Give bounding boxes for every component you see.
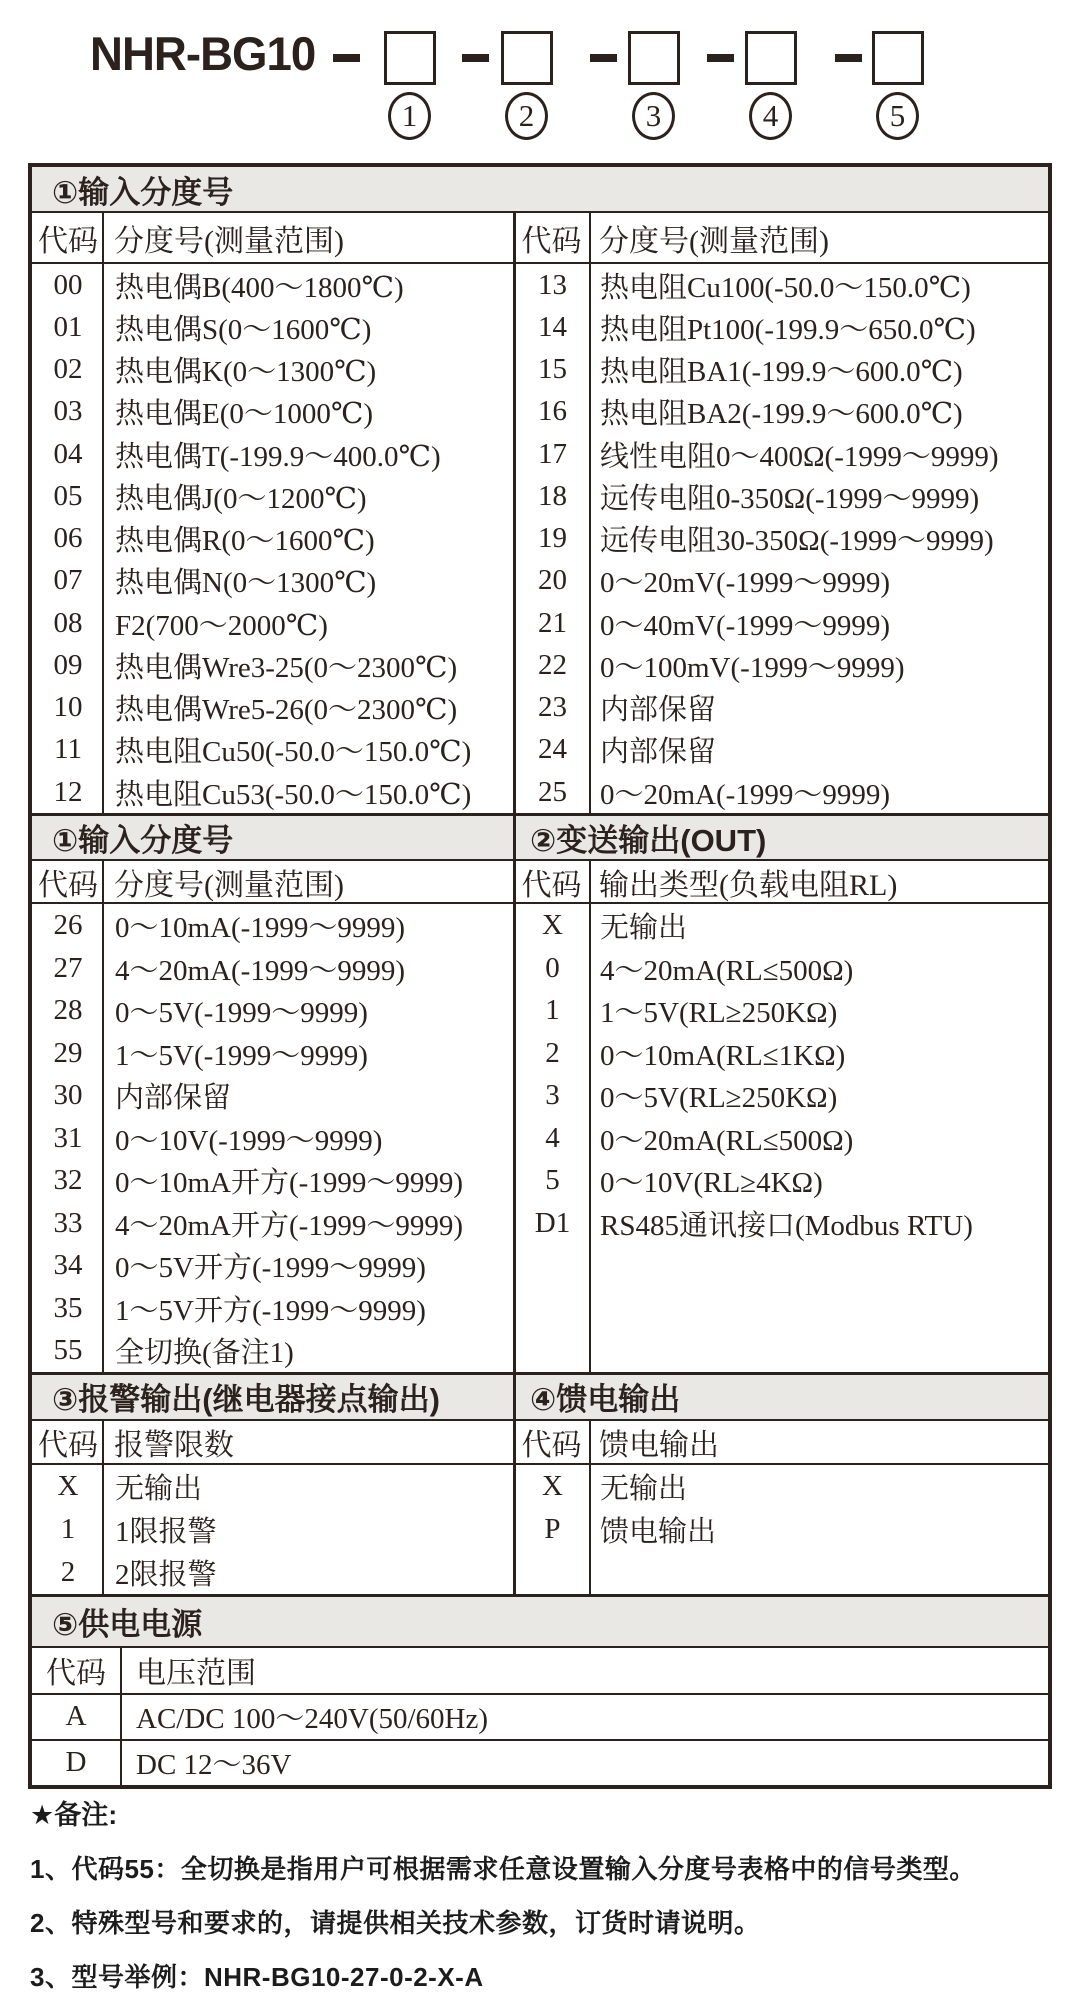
section-band: [32, 167, 1048, 213]
column-header-row: [32, 1648, 1048, 1695]
column-divider: [102, 1421, 104, 1594]
desc-cell: 无输出: [600, 912, 688, 944]
desc-cell: 热电阻Pt100(-199.9～650.0℃): [600, 313, 976, 346]
desc-cell: 全切换(备注1): [115, 1337, 294, 1369]
table-row: [516, 1074, 1048, 1117]
dash-separator: [333, 54, 360, 62]
model-code-box: [384, 31, 436, 85]
desc-cell: 远传电阻0-350Ω(-1999～9999): [600, 482, 980, 515]
table-row: [32, 391, 516, 433]
table-row: [32, 1244, 516, 1287]
code-cell: 0: [545, 951, 560, 984]
section-band: [32, 816, 1048, 861]
desc-cell: 热电阻BA2(-199.9～600.0℃): [600, 398, 963, 431]
table-row: [516, 771, 1048, 813]
table-row: [516, 989, 1048, 1032]
code-cell: 30: [53, 1079, 83, 1111]
code-cell: D: [65, 1746, 87, 1779]
code-cell: 19: [538, 522, 567, 555]
table-row: [32, 560, 516, 602]
table-row: [516, 1159, 1048, 1202]
code-cell: 22: [538, 648, 567, 681]
code-cell: 1: [545, 994, 560, 1026]
code-cell: X: [542, 909, 563, 941]
code-cell: 2: [545, 1036, 560, 1069]
table-row: [516, 687, 1048, 729]
desc-cell: 4～20mA(-1999～9999): [115, 954, 405, 987]
desc-cell: 无输出: [600, 1472, 688, 1505]
rows-right: [516, 264, 1048, 813]
table-row: [516, 518, 1048, 560]
position-number-circle: 2: [505, 92, 548, 140]
table-row: [32, 989, 516, 1032]
column-divider: [589, 1421, 591, 1594]
desc-cell: 馈电输出: [600, 1515, 717, 1548]
footnotes: [30, 1793, 1040, 1994]
section-title: ⑤供电电源: [52, 1606, 203, 1642]
table-row: [32, 602, 516, 644]
section-input-codes-1: [32, 167, 1048, 813]
desc-cell: 1～5V(RL≥250KΩ): [600, 997, 838, 1029]
code-cell: 34: [53, 1249, 83, 1281]
table-row: [32, 771, 516, 813]
table-row: [516, 433, 1048, 475]
model-code-line: [0, 0, 1080, 160]
desc-cell: 0～5V(-1999～9999): [115, 997, 368, 1029]
model-code-box: [872, 31, 924, 85]
model-code-box: [745, 31, 797, 85]
column-divider: [102, 213, 104, 813]
code-cell: 04: [53, 437, 83, 470]
table-row: [516, 947, 1048, 990]
code-cell: A: [65, 1700, 87, 1733]
section-title: ②变送输出(OUT): [530, 823, 767, 859]
code-cell: 00: [53, 268, 83, 301]
table-row: [32, 264, 516, 306]
code-cell: D1: [534, 1206, 571, 1239]
dash-separator: [462, 54, 489, 62]
code-cell: X: [57, 1469, 79, 1502]
desc-cell: 热电偶Wre3-25(0～2300℃): [115, 651, 458, 684]
column-header-row: [32, 1421, 1048, 1465]
desc-header: 电压范围: [136, 1657, 256, 1691]
desc-cell: 0～100mV(-1999～9999): [600, 651, 905, 684]
note-item: 1、代码55：全切换是指用户可根据需求任意设置输入分度号表格中的信号类型。: [30, 1854, 976, 1884]
desc-cell: 热电偶T(-199.9～400.0℃): [115, 440, 441, 473]
half-divider: [513, 213, 516, 813]
code-cell: 08: [53, 606, 83, 639]
table-row: [32, 644, 516, 686]
table-row: [516, 602, 1048, 644]
desc-cell: 热电阻Cu53(-50.0～150.0℃): [115, 778, 472, 811]
table-row: [516, 729, 1048, 771]
half-divider: [513, 861, 516, 1372]
code-cell: 05: [53, 479, 83, 512]
table-row: [516, 644, 1048, 686]
dash-separator: [590, 54, 617, 62]
desc-header: 分度号(测量范围): [114, 868, 344, 902]
code-header: 代码: [46, 1657, 106, 1691]
code-cell: 1: [60, 1512, 76, 1545]
code-cell: 5: [545, 1164, 560, 1196]
ordering-table: [28, 163, 1052, 1789]
code-cell: 15: [538, 353, 567, 386]
table-row: [32, 1551, 516, 1594]
desc-cell: 内部保留: [600, 694, 717, 727]
table-row: [32, 475, 516, 517]
desc-cell: 1～5V开方(-1999～9999): [115, 1294, 426, 1327]
position-number-circle: 3: [632, 92, 675, 140]
code-cell: 12: [53, 775, 83, 808]
code-cell: 29: [53, 1036, 83, 1069]
code-cell: 55: [53, 1334, 83, 1366]
section-alarm-and-feed: [32, 1372, 1048, 1594]
desc-cell: 0～5V(RL≥250KΩ): [600, 1082, 838, 1114]
position-number-circle: 1: [388, 92, 431, 140]
code-header: 代码: [521, 1428, 582, 1462]
table-row: [32, 349, 516, 391]
code-cell: 03: [53, 395, 83, 428]
table-row: [516, 349, 1048, 391]
dash-separator: [835, 54, 862, 62]
desc-cell: 0～40mV(-1999～9999): [600, 609, 890, 642]
desc-cell: 远传电阻30-350Ω(-1999～9999): [600, 525, 994, 558]
table-row: [32, 1117, 516, 1160]
table-row: [32, 1287, 516, 1330]
table-row: [516, 475, 1048, 517]
code-cell: 17: [538, 437, 567, 470]
code-cell: 21: [538, 606, 567, 639]
desc-header: 馈电输出: [599, 1428, 719, 1462]
code-cell: 20: [538, 564, 567, 597]
column-divider: [102, 861, 104, 1372]
table-row: [516, 1465, 1048, 1508]
table-row: [516, 1508, 1048, 1551]
code-cell: 32: [53, 1164, 83, 1196]
desc-cell: 0～20mA(RL≤500Ω): [600, 1124, 854, 1157]
code-cell: 33: [53, 1206, 83, 1239]
code-cell: 02: [53, 353, 83, 386]
column-divider: [120, 1648, 122, 1785]
code-header: 代码: [521, 224, 582, 258]
table-row: [516, 560, 1048, 602]
dash-separator: [707, 54, 734, 62]
code-cell: 35: [53, 1291, 83, 1324]
table-row: [32, 1329, 516, 1372]
code-cell: 09: [53, 648, 83, 681]
section-title: ①输入分度号: [52, 174, 234, 210]
code-cell: 25: [538, 775, 567, 808]
table-row: [32, 1508, 516, 1551]
model-code-box: [501, 31, 553, 85]
table-row: [516, 264, 1048, 306]
desc-cell: 热电偶N(0～1300℃): [115, 567, 377, 600]
rows: [32, 1695, 1048, 1785]
code-cell: 11: [54, 733, 82, 766]
desc-cell: 热电阻Cu100(-50.0～150.0℃): [600, 271, 971, 304]
desc-cell: 0～10V(RL≥4KΩ): [600, 1167, 823, 1199]
half-divider: [513, 1421, 516, 1594]
table-row: [516, 306, 1048, 348]
code-cell: P: [544, 1512, 561, 1545]
section-band: [32, 1597, 1048, 1648]
table-row: [32, 1032, 516, 1075]
code-cell: 3: [545, 1079, 560, 1111]
desc-cell: 无输出: [115, 1472, 203, 1505]
table-row: [32, 1202, 516, 1245]
code-cell: 13: [538, 268, 567, 301]
model-code-box: [628, 31, 680, 85]
section-title: ①输入分度号: [32, 816, 516, 859]
code-cell: 18: [538, 479, 567, 512]
code-cell: 07: [53, 564, 83, 597]
desc-cell: 热电偶Wre5-26(0～2300℃): [115, 694, 458, 727]
desc-cell: 0～10mA(RL≤1KΩ): [600, 1039, 846, 1072]
desc-cell: 热电偶K(0～1300℃): [115, 356, 377, 389]
section-input-codes-2-and-output: [32, 813, 1048, 1372]
section-title: ③报警输出(继电器接点输出): [32, 1375, 516, 1419]
table-row: [32, 1465, 516, 1508]
desc-cell: 热电偶J(0～1200℃): [115, 482, 367, 515]
note-item: 3、型号举例：NHR-BG10-27-0-2-X-A: [30, 1962, 484, 1992]
code-cell: 31: [53, 1121, 83, 1154]
table-row: [32, 1695, 1048, 1739]
desc-cell: 0～20mV(-1999～9999): [600, 567, 890, 600]
code-cell: 16: [538, 395, 567, 428]
code-cell: X: [542, 1469, 563, 1502]
table-row: [32, 729, 516, 771]
code-cell: 01: [53, 310, 83, 343]
rows-left: [32, 1465, 516, 1594]
rows-right: [516, 904, 1048, 1372]
desc-cell: AC/DC 100～240V(50/60Hz): [136, 1703, 489, 1736]
note-item: 2、特殊型号和要求的，请提供相关技术参数，订货时请说明。: [30, 1908, 761, 1938]
desc-cell: 0～10mA(-1999～9999): [115, 912, 405, 944]
desc-cell: 热电偶E(0～1000℃): [115, 398, 373, 431]
desc-cell: 内部保留: [600, 736, 717, 769]
desc-header: 分度号(测量范围): [599, 224, 829, 258]
position-number-circle: 4: [749, 92, 792, 140]
section-power-supply: [32, 1594, 1048, 1785]
position-number-circle: 5: [876, 92, 919, 140]
desc-cell: 0～20mA(-1999～9999): [600, 778, 890, 811]
code-cell: 06: [53, 522, 83, 555]
code-cell: 2: [60, 1555, 76, 1588]
desc-cell: 内部保留: [115, 1082, 232, 1114]
section-band: [32, 1375, 1048, 1421]
code-cell: 10: [53, 691, 83, 724]
table-row: [32, 306, 516, 348]
desc-header: 输出类型(负载电阻RL): [599, 868, 898, 902]
table-row: [32, 1074, 516, 1117]
code-header: 代码: [38, 1428, 98, 1462]
table-row: [32, 1159, 516, 1202]
table-row: [516, 1032, 1048, 1075]
rows-left: [32, 904, 516, 1372]
desc-cell: 热电偶R(0～1600℃): [115, 525, 375, 558]
desc-cell: 热电偶B(400～1800℃): [115, 271, 404, 304]
code-cell: 24: [538, 733, 567, 766]
table-row: [516, 1117, 1048, 1160]
desc-cell: 0～5V开方(-1999～9999): [115, 1252, 426, 1284]
rows-left: [32, 264, 516, 813]
desc-cell: DC 12～36V: [136, 1749, 292, 1782]
column-divider: [589, 861, 591, 1372]
column-divider: [589, 213, 591, 813]
desc-cell: 4～20mA开方(-1999～9999): [115, 1209, 463, 1242]
code-header: 代码: [38, 868, 98, 902]
table-row: [32, 687, 516, 729]
code-cell: 27: [53, 951, 83, 984]
desc-header: 分度号(测量范围): [114, 224, 344, 258]
code-cell: 14: [538, 310, 567, 343]
desc-cell: 0～10mA开方(-1999～9999): [115, 1167, 463, 1199]
notes-heading: ★备注:: [30, 1800, 118, 1830]
desc-cell: 4～20mA(RL≤500Ω): [600, 954, 854, 987]
desc-cell: F2(700～2000℃): [115, 609, 328, 642]
desc-cell: 热电阻Cu50(-50.0～150.0℃): [115, 736, 472, 769]
table-row: [32, 1739, 1048, 1785]
table-row: [32, 947, 516, 990]
desc-cell: 1限报警: [115, 1515, 217, 1548]
code-cell: 26: [53, 909, 83, 941]
desc-cell: 2限报警: [115, 1558, 217, 1591]
model-name: NHR-BG10: [90, 27, 316, 80]
rows-right: [516, 1465, 1048, 1594]
table-row: [516, 904, 1048, 947]
code-cell: 28: [53, 994, 83, 1026]
desc-cell: 1～5V(-1999～9999): [115, 1039, 368, 1072]
code-cell: 23: [538, 691, 567, 724]
table-row: [32, 904, 516, 947]
desc-cell: 热电偶S(0～1600℃): [115, 313, 372, 346]
column-header-row: [32, 213, 1048, 264]
code-cell: 4: [545, 1121, 560, 1154]
table-row: [516, 391, 1048, 433]
desc-cell: 0～10V(-1999～9999): [115, 1124, 383, 1157]
code-header: 代码: [521, 868, 582, 902]
desc-header: 报警限数: [114, 1428, 234, 1462]
table-row: [32, 433, 516, 475]
section-title: ④馈电输出: [530, 1382, 681, 1418]
desc-cell: 热电阻BA1(-199.9～600.0℃): [600, 356, 963, 389]
desc-cell: 线性电阻0～400Ω(-1999～9999): [600, 440, 999, 473]
table-row: [516, 1202, 1048, 1245]
code-header: 代码: [38, 224, 98, 258]
desc-cell: RS485通讯接口(Modbus RTU): [600, 1209, 973, 1242]
table-row: [32, 518, 516, 560]
column-header-row: [32, 861, 1048, 904]
